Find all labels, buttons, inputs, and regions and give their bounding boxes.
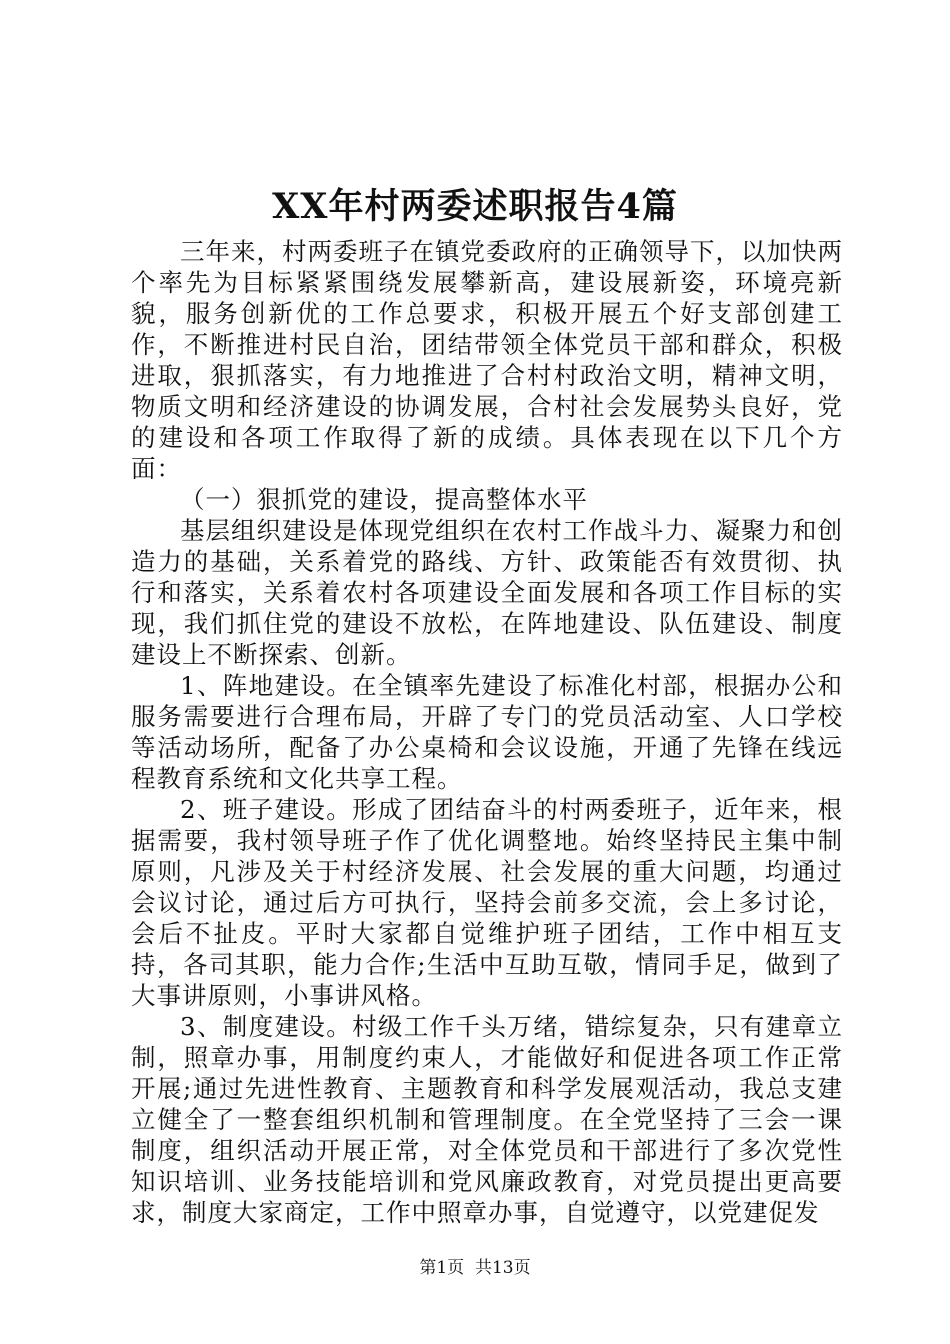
page-number-footer: 第1页 共13页: [419, 1258, 531, 1278]
paragraph-position-building: 1、阵地建设。在全镇率先建设了标准化村部，根据办公和服务需要进行合理布局，开辟了专门的党员活动室、人口学校等活动场所，配备了办公桌椅和会议设施，开通了先锋在线远程教育系统和文化共享工程。: [131, 671, 843, 793]
paragraph-intro: 三年来，村两委班子在镇党委政府的正确领导下，以加快两个率先为目标紧紧围绕发展攀新高，建设展新姿，环境亮新貌，服务创新优的工作总要求，积极开展五个好支部创建工作，不断推进村民自治，团结带领全体党员干部和群众，积极进取，狠抓落实，有力地推进了合村村政治文明，精神文明，物质文明和经济建设的协调发展，合村社会发展势头良好，党的建设和各项工作取得了新的成绩。具体表现在以下几个方面：: [131, 237, 843, 483]
paragraph-organization: 基层组织建设是体现党组织在农村工作战斗力、凝聚力和创造力的基础，关系着党的路线、方针、政策能否有效贯彻、执行和落实，关系着农村各项建设全面发展和各项工作目标的实现，我们抓住党的建设不放松，在阵地建设、队伍建设、制度建设上不断探索、创新。: [131, 516, 843, 669]
document-title: XX年村两委述职报告4篇: [272, 186, 678, 227]
paragraph-team-building: 2、班子建设。形成了团结奋斗的村两委班子，近年来，根据需要，我村领导班子作了优化调整地。始终坚持民主集中制原则，凡涉及关于村经济发展、社会发展的重大问题，均通过会议讨论，通过后方可执行，坚持会前多交流，会上多讨论，会后不扯皮。平时大家都自觉维护班子团结，工作中相互支持，各司其职，能力合作;生活中互助互敬，情同手足，做到了大事讲原则，小事讲风格。: [131, 795, 843, 1010]
paragraph-system-building: 3、制度建设。村级工作千头万绪，错综复杂，只有建章立制，照章办事，用制度约束人，才能做好和促进各项工作正常开展;通过先进性教育、主题教育和科学发展观活动，我总支建立健全了一整套组织机制和管理制度。在全党坚持了三会一课制度，组织活动开展正常，对全体党员和干部进行了多次党性知识培训、业务技能培训和党风廉政教育，对党员提出更高要求，制度大家商定，工作中照章办事，自觉遵守，以党建促发: [131, 1012, 843, 1227]
section-heading: （一）狠抓党的建设，提高整体水平: [180, 485, 588, 514]
document-body: [131, 236, 843, 1228]
